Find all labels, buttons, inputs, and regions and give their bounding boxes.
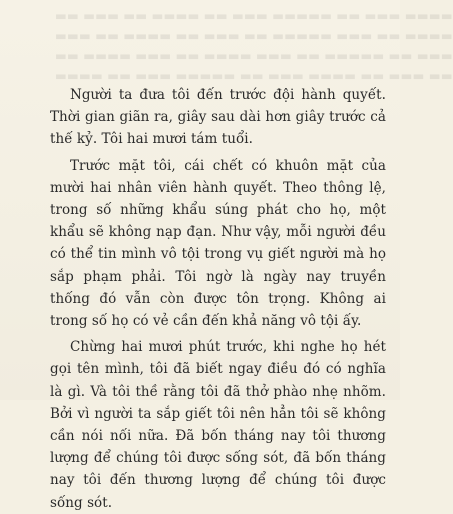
show-through-texture [55, 6, 453, 86]
paragraph-2: Trước mặt tôi, cái chết có khuôn mặt của mười hai nhân viên hành quyết. Theo thông lệ, trong số những khẩu súng phát cho họ, một khẩu sẽ không nạp đạn. Như vậy, mỗi người đều có thể tin mình vô tội trong vụ giết người mà họ sắp phạm phải. Tôi ngờ là ngày nay truyền thống đó vẫn còn được tôn trọng. Không ai trong số họ có vẻ cần đến khả năng vô tội ấy. [50, 157, 386, 330]
paragraph-1: Người ta đưa tôi đến trước đội hành quyết. Thời gian giãn ra, giây sau dài hơn giây trước cả thế kỷ. Tôi hai mươi tám tuổi. [50, 87, 386, 148]
paragraph-3: Chừng hai mươi phút trước, khi nghe họ hét gọi tên mình, tôi đã biết ngay điều đó có nghĩa là gì. Và tôi thề rằng tôi đã thở phào nhẹ nhõm. Bởi vì người ta sắp giết tôi nên hẳn tôi sẽ không cần nói nối nữa. Đã bốn tháng nay tôi thương lượng để chúng tôi được sống sót, đã bốn tháng nay tôi đến thương lượng để chúng tôi được sống sót. [50, 339, 386, 511]
show-through-line: ▬▬▬ ▬▬ ▬▬▬▬ ▬▬ ▬▬▬ ▬▬ ▬▬▬▬▬ ▬▬▬ ▬▬ ▬▬▬▬ [55, 28, 453, 43]
show-through-line: ▬▬ ▬▬▬▬ ▬▬▬ ▬▬ ▬▬▬▬ ▬▬▬ ▬▬ ▬▬▬▬▬ ▬▬ ▬▬▬ [55, 48, 453, 63]
show-through-line: ▬▬▬▬ ▬▬ ▬▬▬ ▬▬▬▬▬ ▬▬ ▬▬▬ ▬▬▬▬ ▬▬ ▬▬▬ ▬▬ [55, 68, 453, 83]
page-body-text [50, 84, 386, 514]
show-through-line: ▬▬ ▬▬▬ ▬▬ ▬▬▬▬ ▬▬ ▬▬▬ ▬▬▬▬▬ ▬▬ ▬▬▬ ▬▬▬▬ [55, 8, 453, 23]
